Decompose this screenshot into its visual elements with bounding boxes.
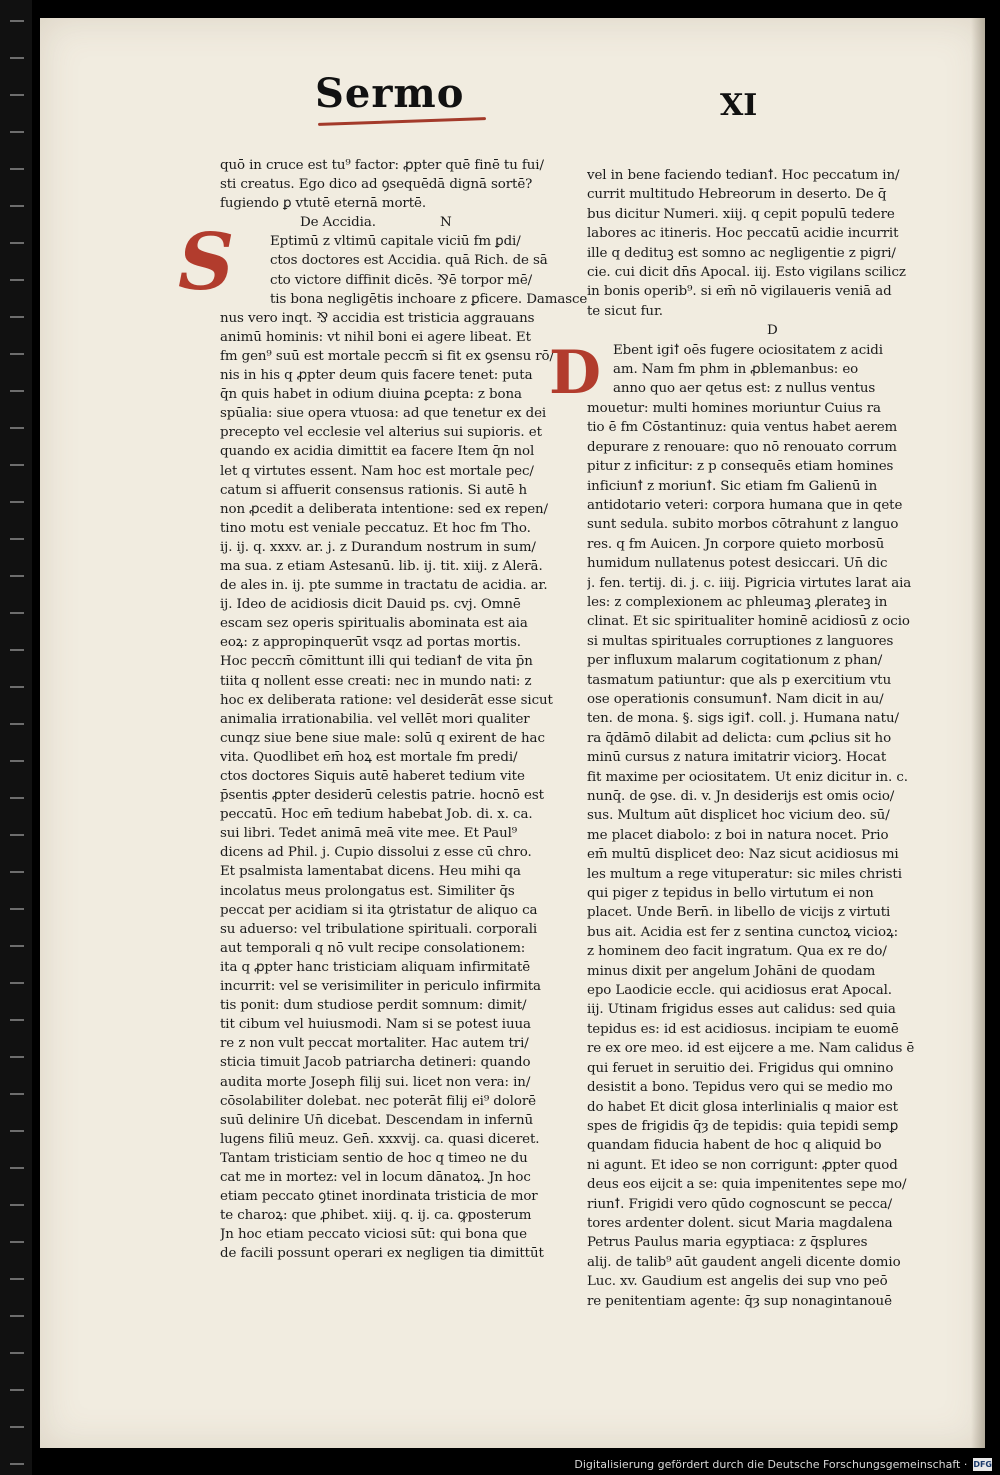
text-line: ose operationis consumunꝉ. Nam dicit in au/: [587, 691, 884, 707]
text-line: am. Nam fm phm in ꝓblemanbus: eo: [613, 362, 859, 378]
text-line: eoꝝ: z appropinquerūt vsqz ad portas mortis.: [220, 635, 521, 651]
dfg-logo: DFG: [973, 1460, 992, 1469]
text-line: fugiendo ꝑ vtutē eternā mortē.: [220, 196, 426, 212]
text-line: hoc ex deliberata ratione: vel desiderāt esse sicut: [220, 692, 553, 708]
ruler-tick: [10, 205, 24, 207]
text-line: per influxum malarum cogitationum z phan/: [587, 653, 883, 669]
text-line: z hominem deo facit ingratum. Qua ex re do/: [587, 944, 887, 960]
text-line: antidotario veteri: corpora humana que in qete: [587, 497, 903, 513]
text-line: currit multitudo Hebreorum in deserto. De q̄: [587, 187, 887, 203]
text-line: cunqz siue bene siue male: solū q exirent de hac: [220, 730, 545, 746]
text-line: do habet Et dicit glosa interlinialis q maior est: [587, 1099, 898, 1115]
ruler-tick: [10, 464, 24, 466]
text-line: depurare z renouare: quo nō renouato corrum: [587, 439, 897, 455]
text-line: tis bona negligētis inchoare z ꝑficere. Damasce: [270, 291, 588, 307]
ruler-tick: [10, 131, 24, 133]
text-line: placet. Unde Bern̄. in libello de vicijs z virtuti: [587, 905, 891, 921]
text-line: cie. cui dicit dn̄s Apocal. iij. Esto vigilans scilicz: [587, 265, 906, 281]
text-line: les multum a rege vituperatur: sic miles christi: [587, 866, 902, 882]
text-line: les: z complexionem ac phleumaꝫ ꝓlerateꝫ in: [587, 594, 888, 610]
ruler-tick: [10, 1426, 24, 1428]
section-heading: [220, 213, 610, 232]
text-line: animalia irrationabilia. vel vellēt mori qualiter: [220, 711, 530, 727]
text-line: tepidus es: id est acidiosus. incipiam te euomē: [587, 1021, 899, 1037]
text-line: q̄n quis habet in odium diuina ꝑcepta: z bona: [220, 387, 522, 403]
text-line: etiam peccato ꝯtinet inordinata tristicia de mor: [220, 1189, 538, 1205]
ruler-tick: [10, 1204, 24, 1206]
text-line: bus dicitur Numeri. xiij. q cepit populū tedere: [587, 206, 895, 222]
text-line: minū cursus z natura imitatrir viciorꝫ. Hocat: [587, 750, 887, 766]
ruler-tick: [10, 908, 24, 910]
ruler-tick: [10, 353, 24, 355]
title-underline: [318, 117, 486, 126]
ruler-tick: [10, 575, 24, 577]
text-line: anno quo aer qetus est: z nullus ventus: [613, 381, 876, 397]
text-line: de ales in. ij. pte summe in tractatu de acidia. ar.: [220, 578, 548, 594]
text-line: ij. Ideo de acidiosis dicit Dauid ps. cvj. Omnē: [220, 597, 521, 613]
text-line: quō in cruce est tu⁹ factor: ꝓpter quē finē tu fui/: [220, 158, 544, 173]
ruler-tick: [10, 1167, 24, 1169]
scan-ruler: [0, 0, 32, 1475]
text-line: ita q ꝓpter hanc tristiciam aliquam infirmitatē: [220, 959, 531, 975]
text-line: ctos doctores est Accidia. quā Rich. de sā: [270, 253, 548, 269]
ruler-tick: [10, 686, 24, 688]
ruler-tick: [10, 1278, 24, 1280]
text-line: j. fen. tertij. di. j. c. iiij. Pigricia virtutes larat aia: [587, 575, 912, 591]
text-line: tiita q nollent esse creati: nec in mundo nati: z: [220, 673, 532, 689]
text-line: Tantam tristiciam sentio de hoc q timeo ne du: [220, 1150, 528, 1166]
text-line: riunꝉ. Frigidi vero qūdo cognoscunt se pecca/: [587, 1196, 893, 1212]
text-line: suū delinire Un̄ dicebat. Descendam in infernū: [220, 1112, 534, 1128]
text-line: incolatus meus prolongatus est. Similiter q̄s: [220, 883, 515, 899]
text-line: re penitentiam agente: q̄ȝ sup nonagintanouē: [587, 1293, 892, 1309]
ruler-tick: [10, 797, 24, 799]
text-line: vita. Quodlibet em̄ hoꝝ est mortale fm predi/: [220, 749, 518, 765]
text-line: te charoꝝ: que ꝓhibet. xiij. q. ij. ca. ꝙposterum: [220, 1208, 532, 1224]
text-line: humidum nullatenus potest desiccari. Un̄ dic: [587, 556, 888, 572]
ruler-tick: [10, 1389, 24, 1391]
text-line: inficiunꝉ z moriunꝉ. Sic etiam fm Galienū in: [587, 478, 878, 494]
text-line: catum si affuerit consensus rationis. Si autē h: [220, 482, 528, 498]
text-line: ctos doctores Siquis autē haberet tedium vite: [220, 769, 525, 784]
text-line: fm gen⁹ suū est mortale peccm̄ si fit ex ꝯsensu rō/: [220, 348, 554, 364]
text-line: ra q̄dāmō dilabit ad delicta: cum ꝓclius sit ho: [587, 730, 892, 746]
ruler-tick: [10, 538, 24, 540]
text-line: tis ponit: dum studiose perdit somnum: dimit/: [220, 998, 527, 1014]
text-line: Ebent igiꝉ oēs fugere ociositatem z acidi: [613, 342, 883, 358]
text-line: mouetur: multi homines moriuntur Cuius ra: [587, 400, 881, 416]
text-line: quandam fiducia habent de hoc q aliquid bo: [587, 1138, 882, 1154]
text-line: su aduerso: vel tribulatione spirituali. corporali: [220, 921, 538, 937]
text-line: cto victore diffinit dicēs. ⅋ē torpor mē/: [270, 272, 533, 288]
text-line: dicens ad Phil. j. Cupio dissolui z esse cū chro.: [220, 845, 532, 861]
text-line: clinat. Et sic spiritualiter hominē acidiosū z ocio: [587, 614, 910, 630]
ruler-tick: [10, 242, 24, 244]
ruler-tick: [10, 316, 24, 318]
ruler-tick: [10, 1093, 24, 1095]
text-line: animū hominis: vt nihil boni ei agere libeat. Et: [220, 329, 531, 345]
text-line: tasmatum patiuntur: que als p exercitium vtu: [587, 672, 892, 688]
text-line: sui libri. Tedet animā meā vite mee. Et Paul⁹: [220, 826, 518, 842]
digitization-footer: [574, 1454, 1000, 1475]
text-line: ni agunt. Et ideo se non corrigunt: ꝓpter quod: [587, 1157, 898, 1173]
text-line: desistit a bono. Tepidus vero qui se medio mo: [587, 1080, 893, 1096]
text-line: cōsolabiliter dolebat. nec poterāt filij ei⁹ dolorē: [220, 1093, 536, 1109]
text-line: tores ardenter dolent. sicut Maria magdalena: [587, 1215, 893, 1231]
ruler-tick: [10, 834, 24, 836]
text-line: sticia timuit Jacob patriarcha detineri: quando: [220, 1055, 531, 1071]
text-line: te sicut fur.: [587, 303, 663, 319]
ruler-tick: [10, 501, 24, 503]
ruler-tick: [10, 1315, 24, 1317]
text-line: let q virtutes essent. Nam hoc est mortale pec/: [220, 463, 534, 479]
text-line: re ex ore meo. id est eijcere a me. Nam calidus ē: [587, 1041, 915, 1057]
text-line: sti creatus. Ego dico ad ꝯsequēdā dignā sortē?: [220, 177, 533, 193]
text-line: nus vero inqt. ⅋ accidia est tristicia aggrauans: [220, 310, 535, 326]
text-line: Et psalmista lamentabat dicens. Heu mihi qa: [220, 864, 521, 880]
book-page: [40, 18, 985, 1448]
text-line: p̄sentis ꝓpter desiderū celestis patrie. hocnō est: [220, 788, 544, 804]
text-line: incurrit: vel se verisimiliter in periculo infirmita: [220, 979, 541, 995]
text-line: peccat per acidiam si ita ꝯtristatur de aliquo ca: [220, 902, 538, 918]
text-line: sunt sedula. subito morbos cōtrahunt z languo: [587, 517, 899, 533]
text-line: Luc. xv. Gaudium est angelis dei sup vno peō: [587, 1274, 888, 1290]
ruler-tick: [10, 1352, 24, 1354]
text-line: qui piger z tepidus in bello virtutum ei non: [587, 886, 874, 902]
text-line: peccatū. Hoc em̄ tedium habebat Job. di. x. ca.: [220, 807, 533, 823]
ruler-tick: [10, 1019, 24, 1021]
text-line: tino motu est veniale peccatuz. Et hoc fm Tho.: [220, 520, 531, 536]
text-line: iij. Utinam frigidus esses aut calidus: sed quia: [587, 1002, 896, 1018]
text-line: tio ē fm Cōstantinuz: quia ventus habet aerem: [587, 420, 898, 436]
funding-credit: Digitalisierung gefördert durch die Deutsche Forschungsgemeinschaft ·: [574, 1458, 968, 1471]
text-line: me placet diabolo: z boi in natura nocet. Prio: [587, 827, 889, 843]
ruler-tick: [10, 612, 24, 614]
text-line: minus dixit per angelum Johāni de quodam: [587, 963, 876, 979]
text-line: nis in his q ꝓpter deum quis facere tenet: puta: [220, 368, 533, 384]
section-mark-right: D: [767, 323, 778, 339]
text-line: ille q dedituꝫ est somno ac negligentie z pigri/: [587, 245, 896, 261]
section-mark: N: [440, 215, 452, 231]
text-line: ij. ij. q. xxxv. ar. j. z Durandum nostrum in sum/: [220, 539, 536, 555]
ruler-tick: [10, 1056, 24, 1058]
right-column: [549, 166, 987, 1311]
ruler-tick: [10, 1130, 24, 1132]
text-line: sus. Multum aūt displicet hoc vicium deo. sū/: [587, 808, 890, 824]
text-line: si multas spirituales corruptiones z languores: [587, 633, 894, 649]
text-line: in bonis operib⁹. si em̄ nō vigilaueris veniā ad: [587, 284, 892, 300]
rubricated-initial-d: D: [549, 337, 602, 408]
text-line: epo Laodicie eccle. qui acidiosus erat Apocal.: [587, 983, 892, 999]
text-line: labores ac itineris. Hoc peccatū acidie incurrit: [587, 226, 899, 242]
text-line: vel in bene faciendo tedianꝉ. Hoc peccatum in/: [587, 168, 900, 183]
text-line: alij. de talib⁹ aūt gaudent angeli dicente domio: [587, 1254, 901, 1270]
text-line: tit cibum vel huiusmodi. Nam si se potest iuua: [220, 1017, 531, 1033]
ruler-tick: [10, 94, 24, 96]
left-column: [178, 156, 610, 1263]
text-line: em̄ multū displicet deo: Naz sicut acidiosus mi: [587, 847, 899, 863]
text-line: nunq̄. de ꝯse. di. v. Jn desiderijs est omis ocio/: [587, 789, 895, 804]
section-heading-text: De Accidia.: [300, 215, 376, 231]
ruler-tick: [10, 279, 24, 281]
text-line: ten. de mona. §. sigs igiꝉ. coll. j. Humana natu/: [587, 711, 899, 727]
text-line: de facili possunt operari ex negligen tia dimittūt: [220, 1246, 544, 1262]
text-line: Jn hoc etiam peccato viciosi sūt: qui bona que: [220, 1227, 527, 1243]
running-title: Sermo: [315, 70, 465, 117]
text-line: quando ex acidia dimittit ea facere Item q̄n nol: [220, 444, 535, 460]
ruler-tick: [10, 982, 24, 984]
ruler-tick: [10, 1463, 24, 1465]
text-line: Eptimū z vltimū capitale viciū fm ꝑdi/: [270, 234, 521, 250]
text-line: ma sua. z etiam Astesanū. lib. ij. tit. xiij. z Alerā.: [220, 558, 543, 574]
text-line: aut temporali q nō vult recipe consolationem:: [220, 940, 526, 956]
text-line: bus ait. Acidia est fer z sentina cunctoꝝ vicioꝝ:: [587, 924, 898, 940]
ruler-tick: [10, 20, 24, 22]
ruler-tick: [10, 945, 24, 947]
text-line: Petrus Paulus maria egyptiaca: z q̄splures: [587, 1235, 868, 1251]
text-line: audita morte Joseph filij sui. licet non vera: in/: [220, 1074, 531, 1090]
text-line: cat me in mortez: vel in locum dānatoꝝ. Jn hoc: [220, 1169, 531, 1185]
ruler-tick: [10, 760, 24, 762]
text-line: pitur z inficitur: z p consequēs etiam homines: [587, 459, 894, 475]
ruler-tick: [10, 427, 24, 429]
text-line: qui feruet in seruitio dei. Frigidus qui omnino: [587, 1060, 894, 1076]
text-line: spūalia: siue opera vtuosa: ad que tenetur ex dei: [220, 406, 547, 422]
ruler-tick: [10, 649, 24, 651]
rubricated-initial-s: S: [178, 217, 235, 309]
ruler-tick: [10, 57, 24, 59]
sermon-number: XI: [720, 88, 758, 123]
text-line: res. q fm Auicen. Jn corpore quieto morbosū: [587, 536, 885, 552]
text-line: spes de frigidis q̄ȝ de tepidis: quia tepidi semꝑ: [587, 1118, 899, 1134]
text-line: escam sez operis spiritualis abominata est aia: [220, 616, 528, 632]
ruler-tick: [10, 871, 24, 873]
text-line: lugens filiū meuz. Gen̄. xxxvij. ca. quasi diceret.: [220, 1131, 540, 1147]
ruler-tick: [10, 1241, 24, 1243]
ruler-tick: [10, 168, 24, 170]
text-line: re z non vult peccat mortaliter. Hac autem tri/: [220, 1036, 529, 1052]
text-line: deus eos eijcit a se: quia impenitentes sepe mo/: [587, 1177, 907, 1193]
text-line: precepto vel ecclesie vel alterius sui supioris. et: [220, 425, 542, 441]
ruler-tick: [10, 723, 24, 725]
text-line: Hoc peccm̄ cōmittunt illi qui tedianꝉ de vita p̄n: [220, 654, 533, 670]
ruler-tick: [10, 390, 24, 392]
text-line: non ꝓcedit a deliberata intentione: sed ex repen/: [220, 501, 548, 517]
text-line: fit maxime per ociositatem. Ut eniz dicitur in. c.: [587, 769, 908, 785]
